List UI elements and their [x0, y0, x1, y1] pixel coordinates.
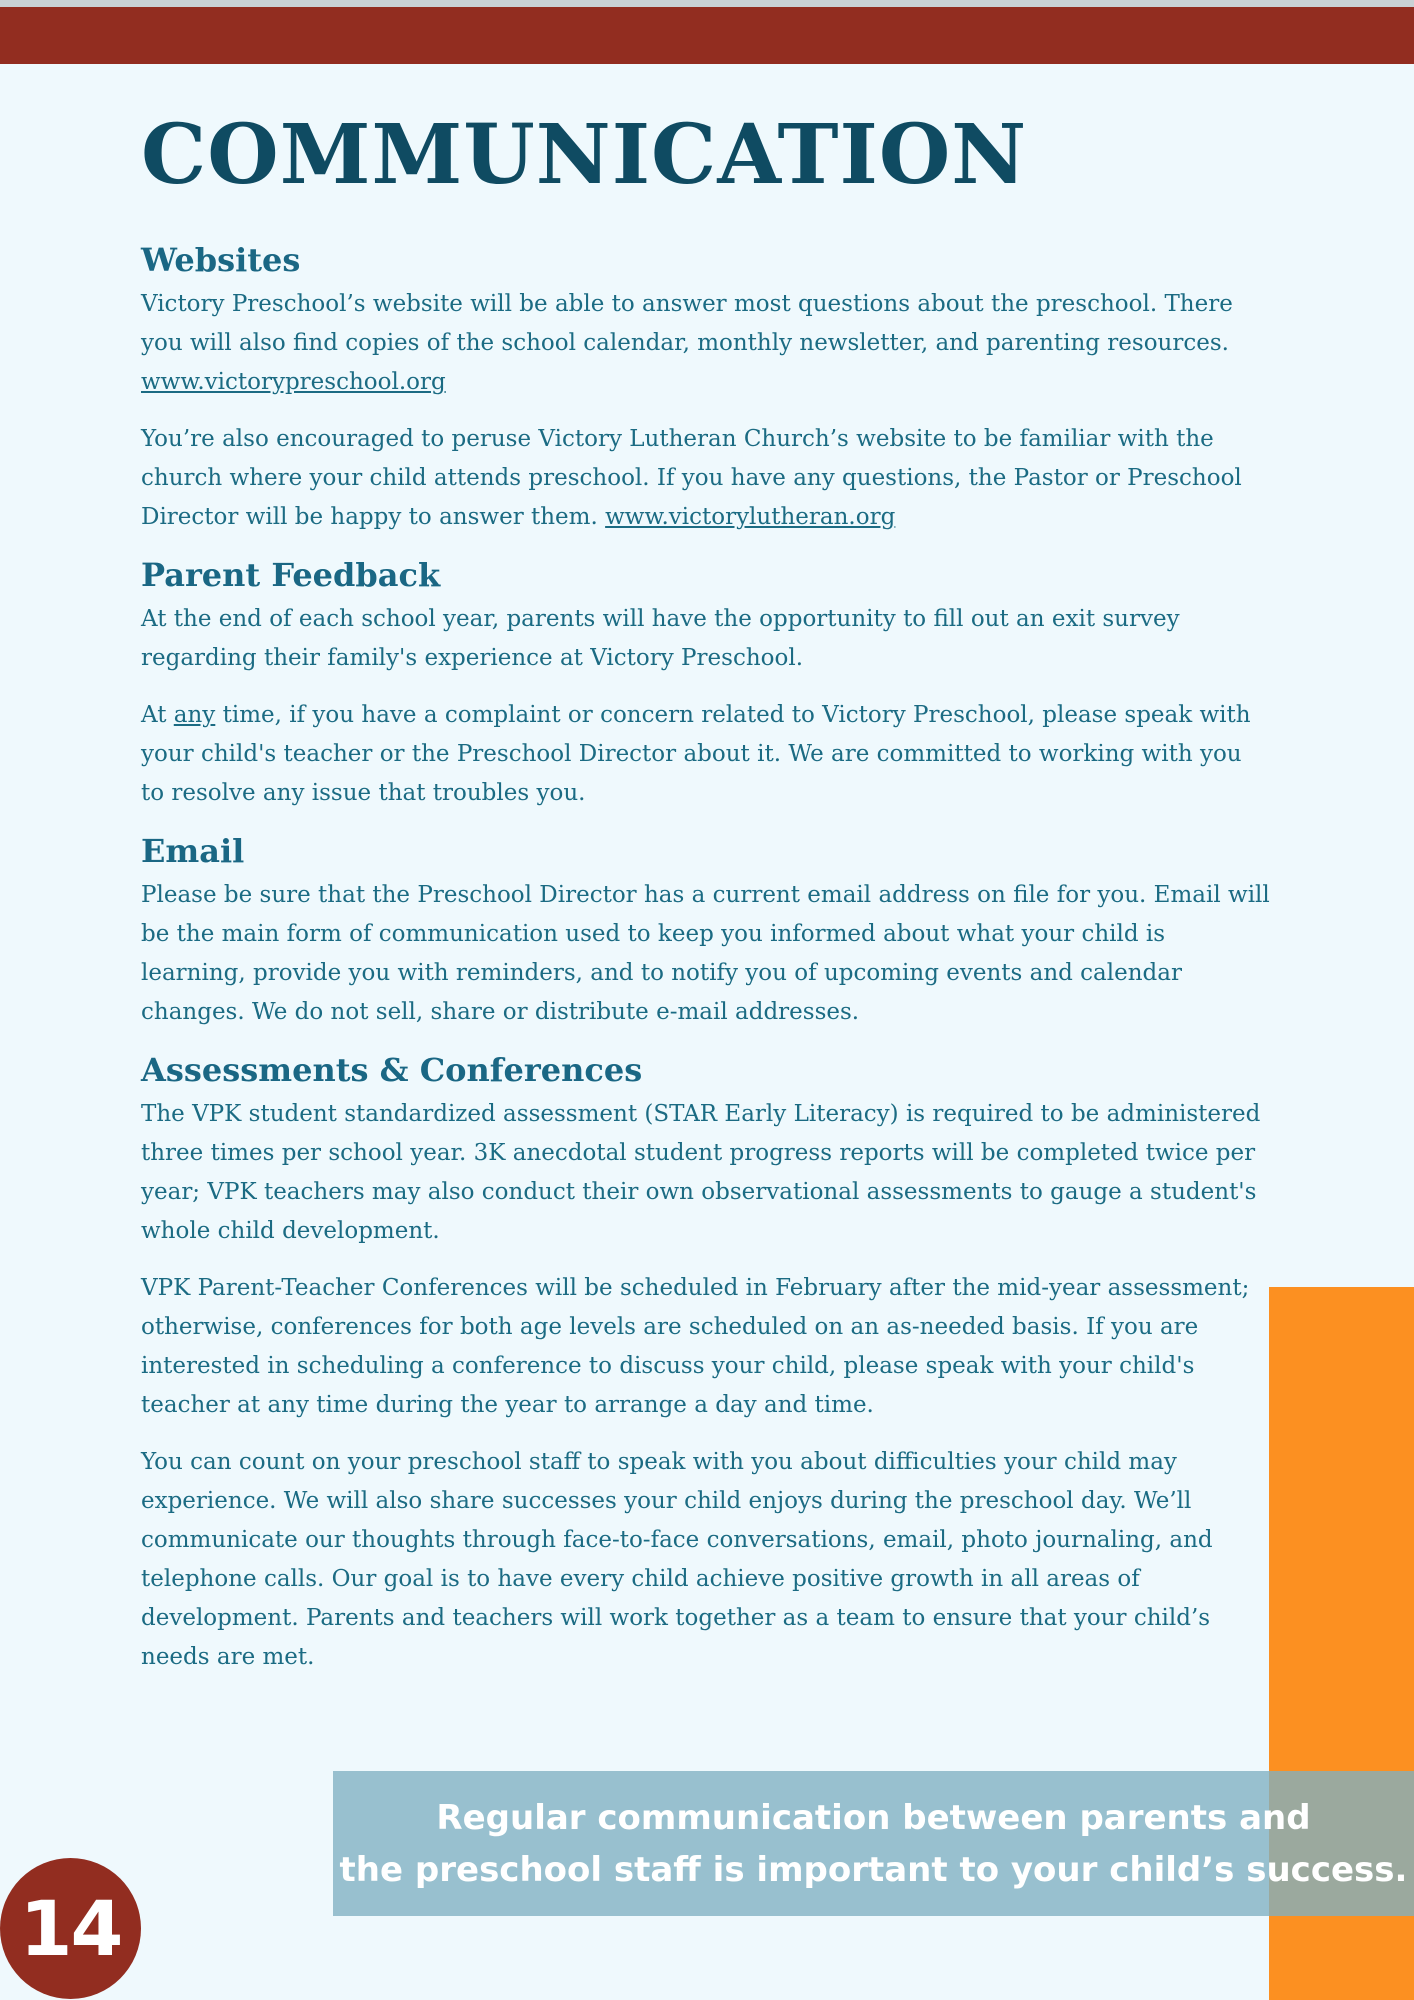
websites-paragraph-1	[141, 285, 1271, 402]
email-heading: Email	[141, 832, 245, 871]
feedback-p2-rest: time, if you have a complaint or concern related to Victory Preschool, please speak with your child's teacher or the Preschool Director about it. We are committed to working with you to resolve any issue that troubles you.	[141, 702, 1251, 807]
top-banner-band	[0, 7, 1414, 64]
page-title: COMMUNICATION	[141, 107, 1028, 203]
parent-feedback-heading: Parent Feedback	[141, 556, 441, 595]
section-assessments	[141, 1050, 1271, 1677]
websites-p1-text: Victory Preschool’s website will be able to answer most questions about the preschool. There you will also find copies of the school calendar, monthly newsletter, and parenting resources.	[141, 291, 1233, 357]
websites-p2-text: You’re also encouraged to peruse Victory Lutheran Church’s website to be familiar with the church where your child attends preschool. If you have any questions, the Pastor or Preschool Director will be happy to answer them.	[141, 426, 1242, 531]
page-number-badge: 14	[0, 1858, 141, 1999]
preschool-website-link[interactable]: www.victorypreschool.org	[141, 369, 446, 396]
assessments-paragraph-1: The VPK student standardized assessment (STAR Early Literacy) is required to be administered three times per school year. 3K anecdotal student progress reports will be completed twice per year; VPK teachers may also conduct their own observational assessments to gauge a student's whole child development.	[141, 1101, 1261, 1245]
callout-line-1: Regular communication between parents and	[436, 1797, 1311, 1838]
section-websites	[141, 240, 1271, 537]
assessments-paragraph-2: VPK Parent-Teacher Conferences will be scheduled in February after the mid-year assessment; otherwise, conferences for both age levels are scheduled on an as-needed basis. If you are interested in scheduling a conference to discuss your child, please speak with your child's teacher at any time during the year to arrange a day and time.	[141, 1275, 1250, 1419]
email-paragraph-1: Please be sure that the Preschool Director has a current email address on file for you. Email will be the main form of communication used to keep you informed about what your child is learning, provide you with reminders, and to notify you of upcoming events and calendar changes. We do not sell, share or distribute e-mail addresses.	[141, 882, 1270, 1026]
feedback-p2-start: At	[141, 702, 174, 729]
assessments-heading: Assessments & Conferences	[141, 1051, 643, 1090]
feedback-paragraph-2	[141, 696, 1271, 813]
top-edge-line	[0, 0, 1414, 7]
callout-box	[333, 1771, 1414, 1916]
assessments-paragraph-3: You can count on your preschool staff to speak with you about difficulties your child may experience. We will also share successes your child enjoys during the preschool day. We’ll communicate our thoughts through face-to-face conversations, email, photo journaling, and telephone calls. Our goal is to have every child achieve positive growth in all areas of development. Parents and teachers will work together as a team to ensure that your child’s needs are met.	[141, 1449, 1213, 1671]
callout-line-2: the preschool staff is important to your child’s success.	[339, 1849, 1408, 1890]
page-content	[141, 107, 1271, 1695]
church-website-link[interactable]: www.victorylutheran.org	[605, 504, 896, 531]
feedback-paragraph-1: At the end of each school year, parents will have the opportunity to fill out an exit survey regarding their family's experience at Victory Preschool.	[141, 606, 1180, 672]
section-parent-feedback	[141, 555, 1271, 813]
websites-paragraph-2	[141, 420, 1271, 537]
websites-heading: Websites	[141, 241, 301, 280]
section-email	[141, 831, 1271, 1032]
feedback-p2-emphasis: any	[173, 702, 216, 729]
